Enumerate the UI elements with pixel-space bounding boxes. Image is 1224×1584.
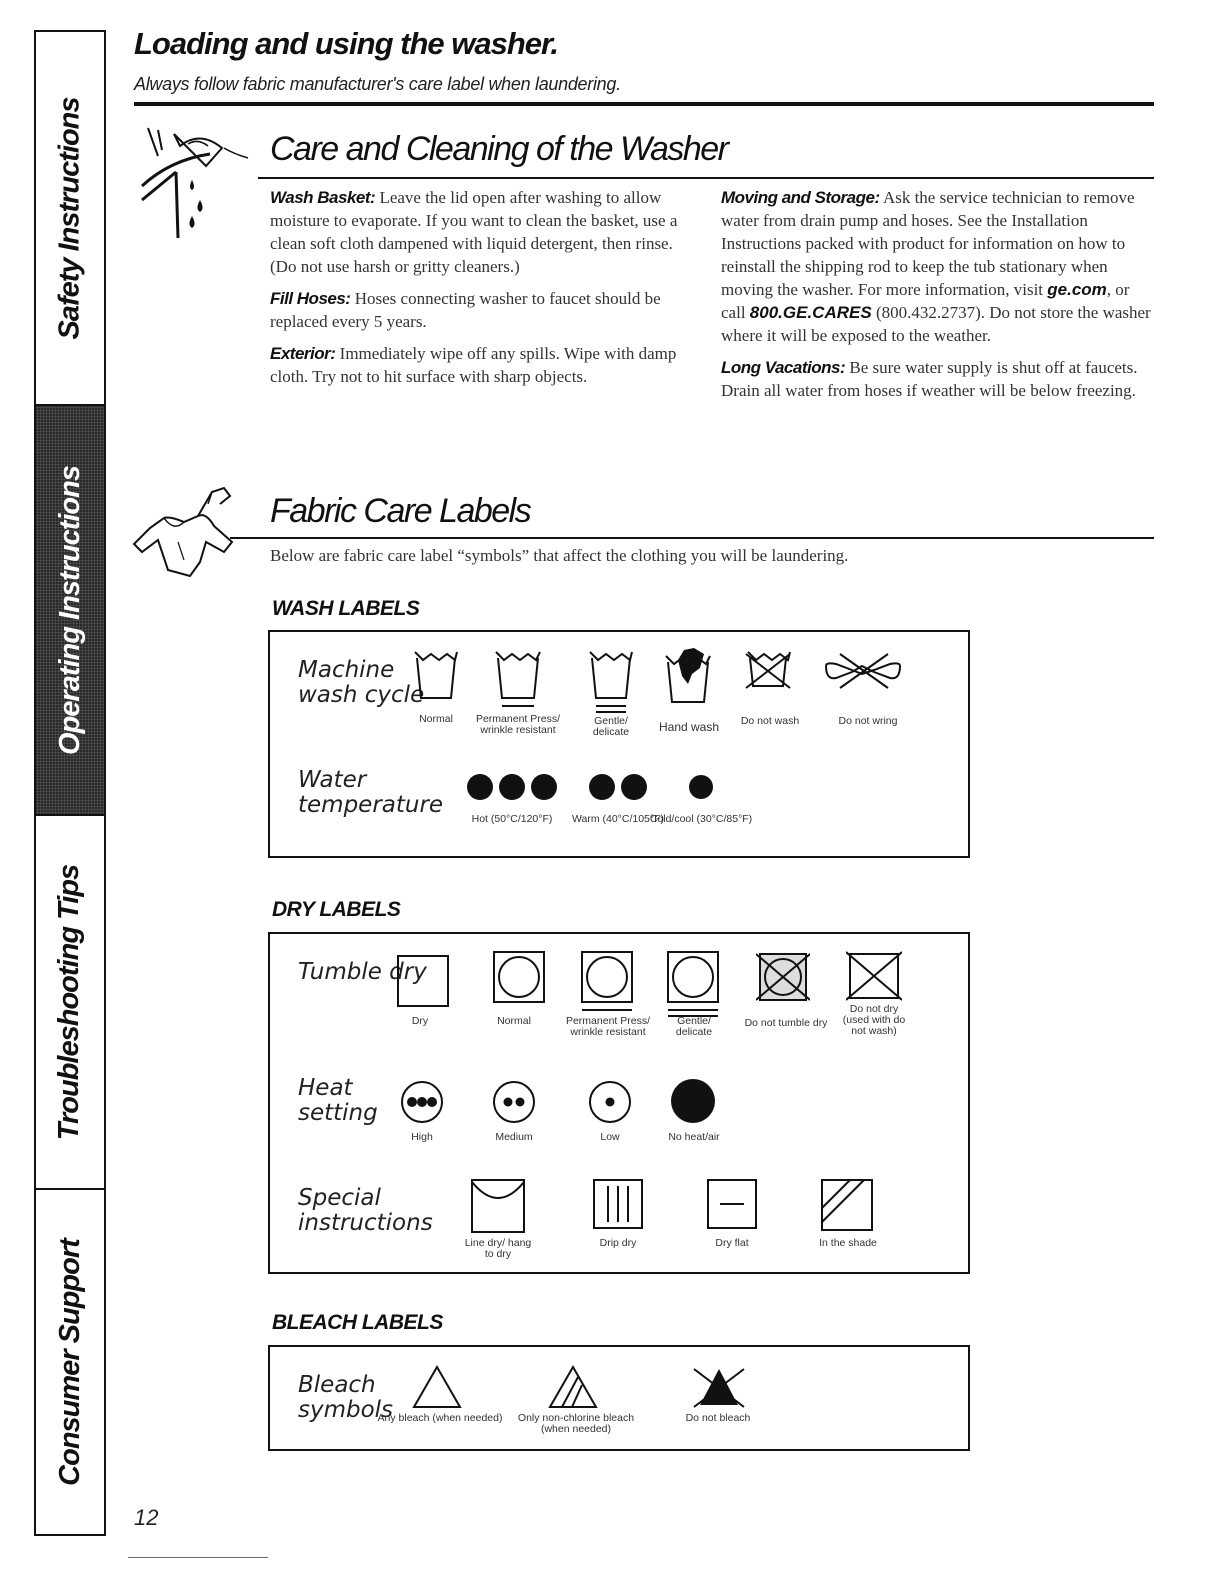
do-not-bleach-icon [690,1365,748,1409]
heat-medium-caption: Medium [495,1131,533,1143]
tumble-dry-gentle-icon [666,950,720,1020]
care-section-rule [258,177,1154,179]
any-bleach-caption: Any bleach (when needed) [377,1412,503,1424]
dry-flat-caption: Dry flat [715,1237,749,1249]
fill-hoses-text: Hoses connecting washer to faucet should be replaced every 5 years. [270,289,661,331]
do-not-tumble-dry-caption: Do not tumble dry [744,1017,828,1029]
moving-storage-text-3: (800.432.2737). Do not store the washer where it will be exposed to the weather. [721,303,1151,345]
wash-permanent-press-icon [494,650,542,714]
line-dry-caption: Line dry/ hang to dry [464,1237,532,1260]
page-title: Loading and using the washer. [134,26,558,61]
long-vacations-text: Be sure water supply is shut off at faucets. Drain all water from hoses if weather will be below freezing. [721,358,1138,400]
non-chlorine-bleach-icon [548,1365,598,1409]
tab-label: Troubleshooting Tips [53,864,86,1140]
no-heat-icon [670,1078,716,1124]
do-not-tumble-dry-icon [756,950,810,1004]
heat-high-icon [400,1080,444,1124]
dry-labels-box [268,932,970,1274]
care-left-column [270,186,690,397]
exterior-label: Exterior: [270,344,336,363]
care-right-column [721,186,1151,411]
tumble-dry-label: Tumble dry [298,959,427,985]
line-dry-icon [470,1178,526,1234]
wash-permanent-press-caption: Permanent Press/ wrinkle resistant [475,713,561,736]
wash-gentle-caption: Gentle/ delicate [592,715,630,738]
tumble-dry-normal-caption: Normal [497,1015,531,1027]
no-heat-caption: No heat/air [668,1131,720,1143]
wash-normal-caption: Normal [419,713,453,725]
water-temperature-label: Water temperature [298,767,444,818]
do-not-dry-caption: Do not dry (used with do not wash) [842,1003,906,1037]
moving-storage-paragraph [721,186,1151,347]
do-not-dry-icon [846,950,902,1002]
heat-medium-icon [492,1080,536,1124]
footer-link-line [128,1557,268,1558]
tab-consumer-support[interactable] [36,1190,104,1534]
section-sidebar [34,30,106,1536]
wash-basket-label: Wash Basket: [270,188,376,207]
do-not-wash-caption: Do not wash [740,715,800,727]
dry-icon [396,954,450,1008]
moving-storage-label: Moving and Storage: [721,188,880,207]
wash-basket-text: Leave the lid open after washing to allow moisture to evaporate. If you want to clean the basket, use a clean soft cloth dampened with liquid detergent, then rinse. (Do not use harsh or gritty cleaners.) [270,188,678,276]
heat-setting-label: Heat setting [298,1075,378,1126]
care-section-title: Care and Cleaning of the Washer [270,130,728,168]
shirt-icon [128,482,258,578]
moving-storage-text: Ask the service technician to remove water from drain pump and hoses. See the Installation Instructions packed with product for information on how to reinstall the shipping rod to keep the tub stationary when moving the washer. For more information, visit [721,188,1135,299]
drip-dry-caption: Drip dry [599,1237,637,1249]
tumble-dry-normal-icon [492,950,546,1004]
fill-hoses-label: Fill Hoses: [270,289,351,308]
bleach-symbols-label: Bleach symbols [298,1372,394,1423]
dry-labels-heading: DRY LABELS [272,898,401,921]
cold-water-icon [688,774,714,800]
hand-wash-icon [664,646,714,706]
fabric-section-title: Fabric Care Labels [270,492,531,530]
warm-water-caption: Warm (40°C/105°F) [571,813,665,825]
tab-troubleshooting-tips[interactable] [36,816,104,1190]
page-number: 12 [134,1505,159,1530]
tab-label: Consumer Support [53,1238,86,1486]
fill-hoses-paragraph [270,287,690,333]
tab-operating-instructions[interactable] [36,406,104,816]
do-not-bleach-caption: Do not bleach [685,1412,751,1424]
do-not-wring-icon [822,652,906,690]
tab-safety-instructions[interactable] [36,32,104,406]
any-bleach-icon [412,1365,462,1409]
wash-gentle-icon [588,650,634,718]
hand-wash-caption: Hand wash [658,720,720,734]
tab-label: Operating Instructions [53,465,86,755]
header-rule [134,102,1154,106]
dry-caption: Dry [411,1015,429,1027]
warm-water-icon [588,772,648,802]
drip-dry-icon [592,1178,644,1230]
wash-labels-box [268,630,970,858]
fabric-intro: Below are fabric care label “symbols” that affect the clothing you will be laundering. [270,546,849,565]
long-vacations-label: Long Vacations: [721,358,846,377]
dry-in-shade-caption: In the shade [819,1237,877,1249]
dry-flat-icon [706,1178,758,1230]
cold-water-caption: Cold/cool (30°C/85°F) [649,813,753,825]
bleach-labels-box [268,1345,970,1451]
fabric-section-rule [230,537,1154,539]
wash-labels-heading: WASH LABELS [272,597,420,620]
heat-low-caption: Low [600,1131,620,1143]
heat-low-icon [588,1080,632,1124]
moving-storage-text-2: , or call [721,280,1130,322]
dry-in-shade-icon [820,1178,874,1232]
hot-water-caption: Hot (50°C/120°F) [471,813,553,825]
exterior-paragraph [270,342,690,388]
bleach-labels-heading: BLEACH LABELS [272,1311,443,1334]
cleaning-sponge-icon [140,120,250,250]
do-not-wring-caption: Do not wring [838,715,898,727]
exterior-text: Immediately wipe off any spills. Wipe with damp cloth. Try not to hit surface with sharp objects. [270,344,677,386]
wash-normal-icon [413,650,459,702]
page-subtitle: Always follow fabric manufacturer's care label when laundering. [134,74,621,94]
long-vacations-paragraph [721,356,1151,402]
heat-high-caption: High [411,1131,433,1143]
hot-water-icon [466,772,558,802]
tumble-dry-permanent-press-icon [580,950,634,1014]
non-chlorine-bleach-caption: Only non-chlorine bleach (when needed) [517,1412,635,1435]
machine-wash-label: Machine wash cycle [298,657,425,708]
special-instructions-label: Special instructions [298,1185,433,1236]
tumble-dry-gentle-caption: Gentle/ delicate [675,1015,713,1038]
do-not-wash-icon [744,650,794,690]
phone-number-bold: 800.GE.CARES [749,303,872,322]
ge-website-link[interactable]: ge.com [1047,280,1107,299]
tumble-dry-permanent-press-caption: Permanent Press/ wrinkle resistant [565,1015,651,1038]
wash-basket-paragraph [270,186,690,278]
tab-label: Safety Instructions [53,96,86,340]
